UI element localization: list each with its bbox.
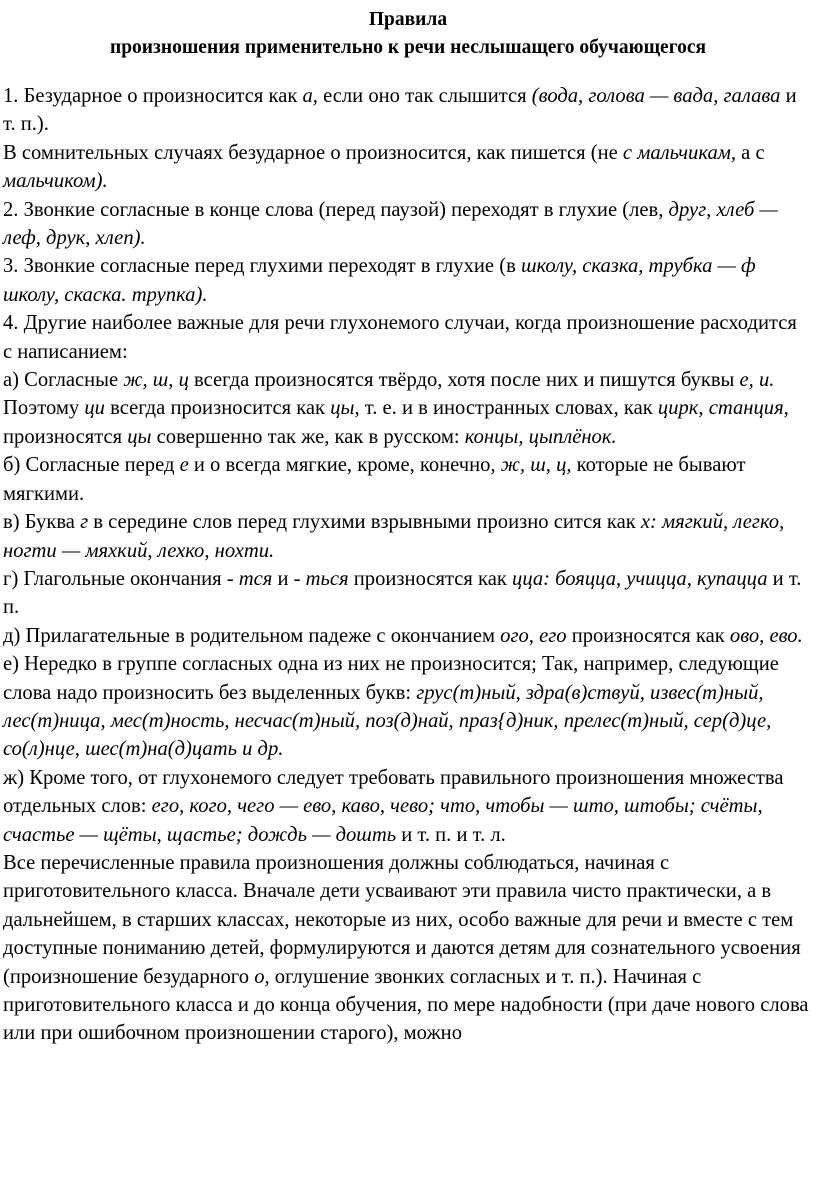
body-text-run: е) Нередко в группе согласных одна из них не произносится; Так, например, следующие слова надо произносить без выделенных букв: — [3, 653, 779, 704]
body-text-run: б) Согласные перед — [3, 454, 180, 477]
body-text-run: т. е. и в иностранных словах, как — [359, 397, 658, 420]
italic-example-text: (вода, голова — вада, галава — [531, 85, 781, 107]
paragraph-rule-3 — [3, 252, 811, 309]
paragraph-rule-4b — [3, 451, 811, 508]
body-text-run: всегда произносится как — [104, 397, 331, 420]
italic-example-text: о, — [254, 965, 270, 988]
body-text-run: а) Согласные — [3, 369, 124, 392]
italic-example-text: х: мягкий, легко, ногти — мяхкий, лехко, нохти. — [3, 511, 785, 562]
body-text-run: и т. п. и т. л. — [396, 823, 506, 846]
paragraph-rule-2 — [3, 196, 811, 253]
paragraph-rule-4d — [3, 622, 811, 650]
body-text-run: и т. п.). — [3, 85, 797, 136]
italic-example-text: ж, ш, ц, — [500, 454, 572, 477]
italic-example-text: ться — [305, 567, 349, 590]
body-text-run: Все перечисленные правила произношения должны соблюдаться, начиная с приготовительного класса. Вначале дети усваивают эти правила чисто практически, а в дальнейшем, в старших классах, некоторые из них, особо важные для речи и вместе с тем доступные пониманию детей, формулируются и даются детям для сознательного усвоения (произношение безударного — [3, 851, 801, 988]
body-text-run: Поэтому — [3, 397, 85, 420]
body-text-run: в середине слов перед глухими взрывными произно сится как — [88, 511, 641, 534]
body-text-run: всегда произносятся твёрдо, хотя после них и пишутся буквы — [188, 369, 740, 392]
paragraph-rule-4zh — [3, 764, 811, 849]
body-text-run: 4. Другие наиболее важные для речи глухонемого случаи, когда произношение расходится с написанием: — [3, 312, 797, 363]
body-text-run: совершенно так же, как в русском: — [151, 425, 465, 448]
body-text-run: и о всегда мягкие, кроме, конечно, — [188, 454, 501, 477]
paragraph-closing — [3, 849, 811, 1048]
document-title: Правила — [368, 9, 448, 30]
body-text-run: произносятся — [3, 425, 128, 448]
italic-example-text: грус(т)ный, здра(в)ствуй, извес(т)ный, лес(т)ница, мес(т)ность, несчас(т)ный, поз(д)най, праз{д)ник, прелес(т)ный, сер(д)це, со(л)нце, шес(т)на(д)цать и др. — [3, 681, 772, 761]
body-text-run: в) Буква — [3, 511, 81, 534]
italic-example-text: а, — [302, 85, 318, 107]
italic-example-text: с мальчикам, — [622, 141, 737, 164]
document-subtitle: произношения применительно к речи неслышащего обучающегося — [109, 37, 707, 58]
body-text-run: и т. п. — [3, 567, 802, 619]
body-text-run: 3. Звонкие согласные перед глухими переходят в глухие (в — [3, 255, 521, 278]
italic-example-text: цца: бояцца, учицца, купацца — [512, 567, 768, 590]
italic-example-text: тся — [238, 567, 273, 590]
italic-example-text: ово, ево. — [729, 624, 803, 647]
body-text-run: которые не бывают мягкими. — [3, 454, 746, 505]
body-text-run: 1. Безударное о произносится как — [3, 85, 303, 107]
paragraph-rule-4e — [3, 650, 811, 764]
italic-example-text: цы, — [330, 397, 360, 420]
body-text-run: г) Глагольные окончания - — [3, 567, 239, 590]
body-text-run: произносятся как — [566, 624, 730, 647]
body-text-run: если оно так слышится — [317, 85, 532, 107]
italic-example-text: цирк, станция, — [657, 397, 789, 420]
paragraph-rule-4g — [3, 565, 811, 622]
body-text-run: произносятся как — [348, 567, 513, 590]
italic-example-text: его, кого, чего — ево, каво, чево; что, чтобы — што, штобы; счёты, счастье — щёты, щастье; дождь — дошть — [3, 795, 763, 846]
body-text-run: ж) Кроме того, от глухонемого следует требовать правильного произношения множества отдельных слов: — [3, 766, 784, 818]
body-text-run: д) Прилагательные в родительном падеже с окончанием — [3, 624, 501, 647]
italic-example-text: мальчиком). — [3, 170, 108, 193]
body-text-run: 2. Звонкие согласные в конце слова (перед паузой) переходят в глухие (лев, — [3, 198, 669, 221]
body-text-run: а с — [736, 141, 765, 164]
paragraph-rule-1-note — [3, 139, 811, 196]
italic-example-text: ци — [84, 397, 105, 420]
italic-example-text: школу, сказка, трубка — ф школу, скаска. трупка). — [3, 255, 756, 306]
italic-example-text: ж, ш, ц — [123, 369, 189, 392]
italic-example-text: концы, цыплёнок. — [464, 425, 617, 448]
body-text-run: В сомнительных случаях безударное о произносится, как пишется (не — [3, 141, 623, 164]
body-text-run: и - — [272, 567, 306, 590]
italic-example-text: цы — [127, 425, 152, 448]
paragraph-rule-1 — [3, 82, 811, 139]
paragraph-rule-4 — [3, 309, 811, 366]
italic-example-text: ого, его — [500, 624, 567, 647]
italic-example-text: е — [179, 454, 189, 477]
paragraph-rule-4v — [3, 508, 811, 565]
italic-example-text: друг, хлеб — леф, друк, хлеп). — [3, 198, 778, 250]
italic-example-text: е, и. — [739, 369, 775, 392]
body-text-run: оглушение звонких согласных и т. п.). Начиная с приготовительного класса и до конца обучения, по мере надобности (при даче нового слова или при ошибочном произношении старого), можно — [3, 965, 809, 1045]
italic-example-text: г — [80, 511, 89, 534]
document-body — [3, 82, 811, 1048]
paragraph-rule-4a — [3, 366, 811, 451]
